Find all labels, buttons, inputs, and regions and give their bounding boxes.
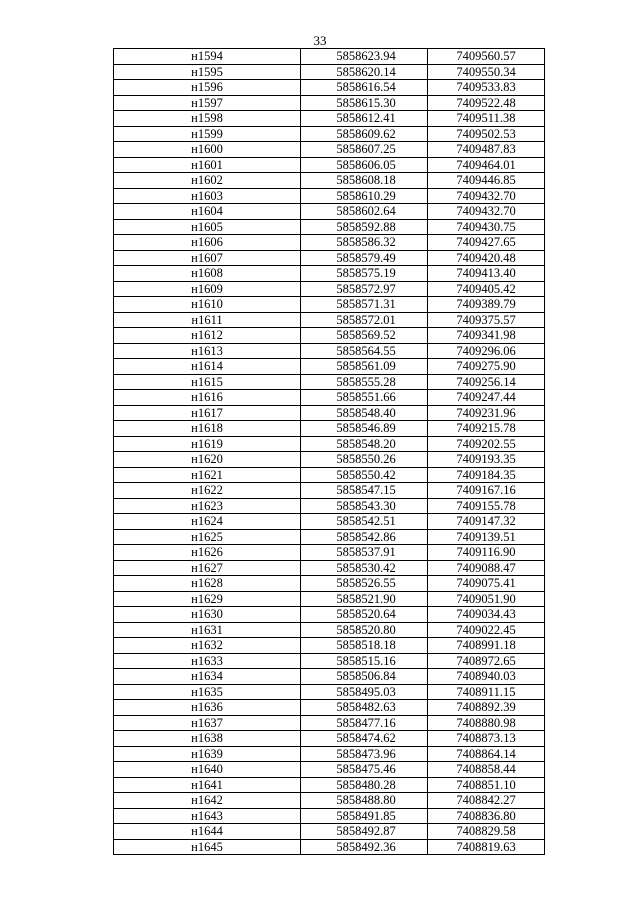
point-name-cell: н1598: [114, 111, 301, 127]
x-coordinate-cell: 5858550.42: [301, 467, 428, 483]
x-coordinate-cell: 5858546.89: [301, 421, 428, 437]
y-coordinate-cell: 7409430.75: [428, 219, 545, 235]
table-row: [114, 762, 545, 778]
x-coordinate-cell: 5858550.26: [301, 452, 428, 468]
table-row: [114, 219, 545, 235]
y-coordinate-cell: 7408972.65: [428, 653, 545, 669]
y-coordinate-cell: 7409522.48: [428, 95, 545, 111]
y-coordinate-cell: 7408836.80: [428, 808, 545, 824]
y-coordinate-cell: 7409167.16: [428, 483, 545, 499]
x-coordinate-cell: 5858561.09: [301, 359, 428, 375]
x-coordinate-cell: 5858572.97: [301, 281, 428, 297]
y-coordinate-cell: 7409247.44: [428, 390, 545, 406]
y-coordinate-cell: 7409215.78: [428, 421, 545, 437]
table-row: [114, 793, 545, 809]
x-coordinate-cell: 5858606.05: [301, 157, 428, 173]
y-coordinate-cell: 7409075.41: [428, 576, 545, 592]
x-coordinate-cell: 5858551.66: [301, 390, 428, 406]
point-name-cell: н1629: [114, 591, 301, 607]
point-name-cell: н1621: [114, 467, 301, 483]
x-coordinate-cell: 5858547.15: [301, 483, 428, 499]
y-coordinate-cell: 7409432.70: [428, 188, 545, 204]
point-name-cell: н1630: [114, 607, 301, 623]
y-coordinate-cell: 7408892.39: [428, 700, 545, 716]
table-row: [114, 808, 545, 824]
table-row: [114, 638, 545, 654]
point-name-cell: н1604: [114, 204, 301, 220]
table-row: [114, 49, 545, 65]
x-coordinate-cell: 5858623.94: [301, 49, 428, 65]
y-coordinate-cell: 7409022.45: [428, 622, 545, 638]
y-coordinate-cell: 7409116.90: [428, 545, 545, 561]
table-row: [114, 421, 545, 437]
x-coordinate-cell: 5858506.84: [301, 669, 428, 685]
table-row: [114, 839, 545, 855]
point-name-cell: н1643: [114, 808, 301, 824]
table-row: [114, 622, 545, 638]
y-coordinate-cell: 7408880.98: [428, 715, 545, 731]
point-name-cell: н1618: [114, 421, 301, 437]
y-coordinate-cell: 7409275.90: [428, 359, 545, 375]
y-coordinate-cell: 7409184.35: [428, 467, 545, 483]
y-coordinate-cell: 7409193.35: [428, 452, 545, 468]
y-coordinate-cell: 7409420.48: [428, 250, 545, 266]
table-row: [114, 281, 545, 297]
x-coordinate-cell: 5858548.40: [301, 405, 428, 421]
y-coordinate-cell: 7409511.38: [428, 111, 545, 127]
x-coordinate-cell: 5858564.55: [301, 343, 428, 359]
point-name-cell: н1609: [114, 281, 301, 297]
point-name-cell: н1639: [114, 746, 301, 762]
x-coordinate-cell: 5858607.25: [301, 142, 428, 158]
table-row: [114, 653, 545, 669]
y-coordinate-cell: 7409034.43: [428, 607, 545, 623]
point-name-cell: н1599: [114, 126, 301, 142]
table-row: [114, 560, 545, 576]
table-row: [114, 390, 545, 406]
table-row: [114, 126, 545, 142]
y-coordinate-cell: 7409088.47: [428, 560, 545, 576]
y-coordinate-cell: 7409560.57: [428, 49, 545, 65]
x-coordinate-cell: 5858616.54: [301, 80, 428, 96]
point-name-cell: н1611: [114, 312, 301, 328]
point-name-cell: н1610: [114, 297, 301, 313]
table-row: [114, 700, 545, 716]
point-name-cell: н1620: [114, 452, 301, 468]
x-coordinate-cell: 5858579.49: [301, 250, 428, 266]
point-name-cell: н1626: [114, 545, 301, 561]
y-coordinate-cell: 7408829.58: [428, 824, 545, 840]
point-name-cell: н1601: [114, 157, 301, 173]
table-row: [114, 250, 545, 266]
point-name-cell: н1624: [114, 514, 301, 530]
point-name-cell: н1615: [114, 374, 301, 390]
x-coordinate-cell: 5858572.01: [301, 312, 428, 328]
y-coordinate-cell: 7409375.57: [428, 312, 545, 328]
y-coordinate-cell: 7408842.27: [428, 793, 545, 809]
point-name-cell: н1597: [114, 95, 301, 111]
point-name-cell: н1631: [114, 622, 301, 638]
y-coordinate-cell: 7408940.03: [428, 669, 545, 685]
y-coordinate-cell: 7409502.53: [428, 126, 545, 142]
x-coordinate-cell: 5858542.51: [301, 514, 428, 530]
y-coordinate-cell: 7409231.96: [428, 405, 545, 421]
point-name-cell: н1634: [114, 669, 301, 685]
x-coordinate-cell: 5858475.46: [301, 762, 428, 778]
x-coordinate-cell: 5858571.31: [301, 297, 428, 313]
table-row: [114, 80, 545, 96]
point-name-cell: н1645: [114, 839, 301, 855]
x-coordinate-cell: 5858474.62: [301, 731, 428, 747]
table-row: [114, 777, 545, 793]
x-coordinate-cell: 5858569.52: [301, 328, 428, 344]
y-coordinate-cell: 7409341.98: [428, 328, 545, 344]
x-coordinate-cell: 5858592.88: [301, 219, 428, 235]
point-name-cell: н1596: [114, 80, 301, 96]
table-row: [114, 731, 545, 747]
table-row: [114, 157, 545, 173]
point-name-cell: н1642: [114, 793, 301, 809]
x-coordinate-cell: 5858473.96: [301, 746, 428, 762]
point-name-cell: н1636: [114, 700, 301, 716]
table-row: [114, 405, 545, 421]
point-name-cell: н1628: [114, 576, 301, 592]
x-coordinate-cell: 5858602.64: [301, 204, 428, 220]
y-coordinate-cell: 7409432.70: [428, 204, 545, 220]
point-name-cell: н1603: [114, 188, 301, 204]
point-name-cell: н1612: [114, 328, 301, 344]
x-coordinate-cell: 5858537.91: [301, 545, 428, 561]
x-coordinate-cell: 5858586.32: [301, 235, 428, 251]
x-coordinate-cell: 5858520.64: [301, 607, 428, 623]
y-coordinate-cell: 7409427.65: [428, 235, 545, 251]
x-coordinate-cell: 5858548.20: [301, 436, 428, 452]
x-coordinate-cell: 5858612.41: [301, 111, 428, 127]
table-row: [114, 173, 545, 189]
table-row: [114, 266, 545, 282]
table-row: [114, 669, 545, 685]
table-row: [114, 824, 545, 840]
table-row: [114, 235, 545, 251]
point-name-cell: н1635: [114, 684, 301, 700]
point-name-cell: н1594: [114, 49, 301, 65]
point-name-cell: н1608: [114, 266, 301, 282]
table-row: [114, 95, 545, 111]
x-coordinate-cell: 5858515.16: [301, 653, 428, 669]
table-row: [114, 514, 545, 530]
table-row: [114, 111, 545, 127]
x-coordinate-cell: 5858543.30: [301, 498, 428, 514]
table-row: [114, 328, 545, 344]
table-row: [114, 359, 545, 375]
table-row: [114, 188, 545, 204]
y-coordinate-cell: 7409139.51: [428, 529, 545, 545]
y-coordinate-cell: 7408819.63: [428, 839, 545, 855]
point-name-cell: н1613: [114, 343, 301, 359]
y-coordinate-cell: 7409533.83: [428, 80, 545, 96]
point-name-cell: н1600: [114, 142, 301, 158]
coordinates-table: [113, 48, 545, 855]
x-coordinate-cell: 5858488.80: [301, 793, 428, 809]
y-coordinate-cell: 7408864.14: [428, 746, 545, 762]
table-row: [114, 529, 545, 545]
point-name-cell: н1605: [114, 219, 301, 235]
table-row: [114, 591, 545, 607]
y-coordinate-cell: 7409413.40: [428, 266, 545, 282]
point-name-cell: н1619: [114, 436, 301, 452]
table-row: [114, 142, 545, 158]
point-name-cell: н1633: [114, 653, 301, 669]
x-coordinate-cell: 5858495.03: [301, 684, 428, 700]
point-name-cell: н1627: [114, 560, 301, 576]
x-coordinate-cell: 5858477.16: [301, 715, 428, 731]
x-coordinate-cell: 5858520.80: [301, 622, 428, 638]
y-coordinate-cell: 7408851.10: [428, 777, 545, 793]
table-row: [114, 343, 545, 359]
x-coordinate-cell: 5858492.87: [301, 824, 428, 840]
x-coordinate-cell: 5858575.19: [301, 266, 428, 282]
table-row: [114, 684, 545, 700]
table-row: [114, 746, 545, 762]
y-coordinate-cell: 7409256.14: [428, 374, 545, 390]
page-number: 33: [313, 33, 327, 48]
y-coordinate-cell: 7409051.90: [428, 591, 545, 607]
table-row: [114, 436, 545, 452]
y-coordinate-cell: 7408858.44: [428, 762, 545, 778]
y-coordinate-cell: 7409446.85: [428, 173, 545, 189]
y-coordinate-cell: 7409550.34: [428, 64, 545, 80]
point-name-cell: н1641: [114, 777, 301, 793]
y-coordinate-cell: 7409147.32: [428, 514, 545, 530]
table-row: [114, 467, 545, 483]
x-coordinate-cell: 5858492.36: [301, 839, 428, 855]
x-coordinate-cell: 5858491.85: [301, 808, 428, 824]
point-name-cell: н1640: [114, 762, 301, 778]
table-row: [114, 297, 545, 313]
x-coordinate-cell: 5858526.55: [301, 576, 428, 592]
x-coordinate-cell: 5858615.30: [301, 95, 428, 111]
point-name-cell: н1623: [114, 498, 301, 514]
x-coordinate-cell: 5858480.28: [301, 777, 428, 793]
table-row: [114, 483, 545, 499]
x-coordinate-cell: 5858610.29: [301, 188, 428, 204]
x-coordinate-cell: 5858608.18: [301, 173, 428, 189]
point-name-cell: н1638: [114, 731, 301, 747]
y-coordinate-cell: 7409405.42: [428, 281, 545, 297]
table-row: [114, 545, 545, 561]
x-coordinate-cell: 5858609.62: [301, 126, 428, 142]
x-coordinate-cell: 5858555.28: [301, 374, 428, 390]
x-coordinate-cell: 5858521.90: [301, 591, 428, 607]
table-row: [114, 452, 545, 468]
table-row: [114, 374, 545, 390]
x-coordinate-cell: 5858620.14: [301, 64, 428, 80]
y-coordinate-cell: 7408991.18: [428, 638, 545, 654]
y-coordinate-cell: 7409202.55: [428, 436, 545, 452]
point-name-cell: н1644: [114, 824, 301, 840]
point-name-cell: н1614: [114, 359, 301, 375]
x-coordinate-cell: 5858530.42: [301, 560, 428, 576]
table-row: [114, 498, 545, 514]
x-coordinate-cell: 5858518.18: [301, 638, 428, 654]
point-name-cell: н1606: [114, 235, 301, 251]
table-row: [114, 312, 545, 328]
table-row: [114, 607, 545, 623]
point-name-cell: н1607: [114, 250, 301, 266]
y-coordinate-cell: 7408873.13: [428, 731, 545, 747]
point-name-cell: н1617: [114, 405, 301, 421]
y-coordinate-cell: 7409155.78: [428, 498, 545, 514]
y-coordinate-cell: 7409487.83: [428, 142, 545, 158]
point-name-cell: н1595: [114, 64, 301, 80]
point-name-cell: н1616: [114, 390, 301, 406]
x-coordinate-cell: 5858542.86: [301, 529, 428, 545]
y-coordinate-cell: 7408911.15: [428, 684, 545, 700]
point-name-cell: н1632: [114, 638, 301, 654]
table-row: [114, 576, 545, 592]
y-coordinate-cell: 7409296.06: [428, 343, 545, 359]
table-row: [114, 64, 545, 80]
point-name-cell: н1637: [114, 715, 301, 731]
y-coordinate-cell: 7409464.01: [428, 157, 545, 173]
y-coordinate-cell: 7409389.79: [428, 297, 545, 313]
point-name-cell: н1625: [114, 529, 301, 545]
point-name-cell: н1622: [114, 483, 301, 499]
table-row: [114, 204, 545, 220]
x-coordinate-cell: 5858482.63: [301, 700, 428, 716]
coordinates-table-body: [114, 49, 545, 855]
point-name-cell: н1602: [114, 173, 301, 189]
table-row: [114, 715, 545, 731]
